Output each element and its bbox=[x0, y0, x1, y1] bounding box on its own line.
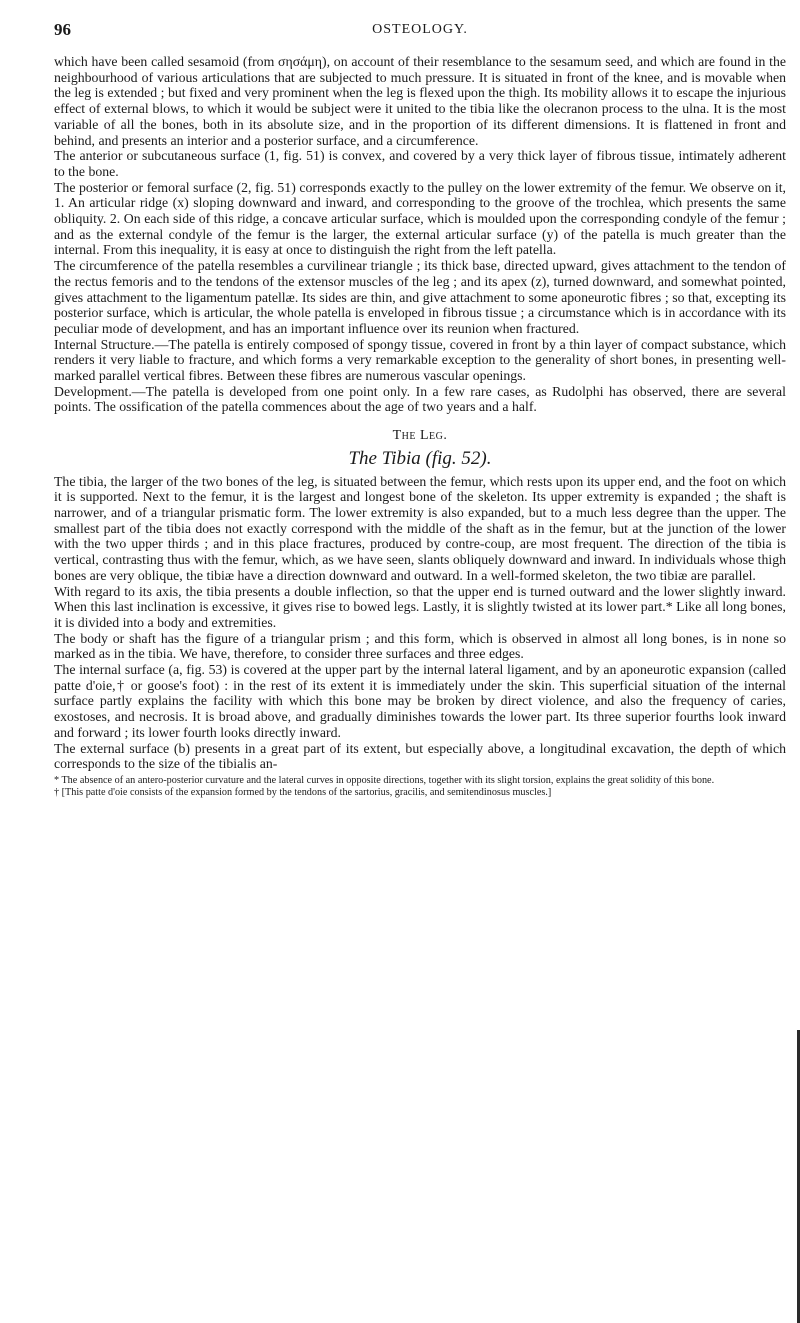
paragraph-internal-surface: The internal surface (a, fig. 53) is covered at the upper part by the internal lateral ligament, and by an aponeurotic expansion (called patte d'oie,† or goose's foot) : in the rest of its extent it is immediately under the skin. This superficial situation of the internal surface partly explains the facility with which this bone may be broken by direct violence, and also the frequency of caries, exostoses, and necrosis. It is broad above, and gradually diminishes towards the lower part. Its three superior fourths look inward and forward ; its lower fourth looks directly inward. bbox=[54, 662, 786, 740]
paragraph-external-surface: The external surface (b) presents in a great part of its extent, but especially above, a longitudinal excavation, the depth of which corresponds to the size of the tibialis an- bbox=[54, 740, 786, 772]
paragraph-tibia-axis: With regard to its axis, the tibia presents a double inflection, so that the upper end is turned outward and the lower slightly inward. When this last inclination is excessive, it gives rise to bowed legs. Lastly, it is slightly twisted at its lower part.* Like all long bones, it is divided into a body and extremities. bbox=[54, 583, 786, 630]
paragraph-tibia-body: The body or shaft has the figure of a triangular prism ; and this form, which is observed in almost all long bones, is in none so marked as in the tibia. We have, therefore, to consider three surfaces and three edges. bbox=[54, 630, 786, 662]
paragraph-posterior-surface: The posterior or femoral surface (2, fig. 51) corresponds exactly to the pulley on the lower extremity of the femur. We observe on it, 1. An articular ridge (x) sloping downward and inward, and corresponding to the groove of the trochlea, which presents the same obliquity. 2. On each side of this ridge, a concave articular surface, which is moulded upon the corresponding condyle of the femur ; and as the external condyle of the femur is the larger, the external articular surface (y) of the patella is much greater than the internal. From this inequality, it is easy at once to distinguish the right from the left patella. bbox=[54, 179, 786, 258]
footnote-2: † [This patte d'oie consists of the expansion formed by the tendons of the sartorius, gracilis, and semitendinosus muscles.] bbox=[54, 786, 552, 798]
section-title: The Leg. bbox=[392, 428, 448, 444]
book-page bbox=[54, 20, 786, 799]
running-head bbox=[54, 20, 786, 50]
paragraph-sesamoid: which have been called sesamoid (from σησάμη), on account of their resemblance to the sesamum seed, and which are found in the neighbourhood of various articulations that are subjected to much pressure. It is situated in front of the knee, and is movable when the leg is extended ; but fixed and very prominent when the leg is flexed upon the thigh. Its mobility allows it to escape the injurious effect of external blows, to which it would be subject were it united to the tibia like the olecranon process to the ulna. It is the most variable of all the bones, both in its absolute size, and in the proportion of its different dimensions. It is flattened in front and behind, and presents an interior and a posterior surface, and a circumference. bbox=[54, 54, 786, 148]
footnotes bbox=[54, 775, 786, 799]
paragraph-circumference: The circumference of the patella resembles a curvilinear triangle ; its thick base, directed upward, gives attachment to the tendon of the rectus femoris and to the tendons of the extensor muscles of the leg ; and its apex (z), turned downward, and somewhat pointed, gives attachment to the ligamentum patellæ. Its sides are thin, and give attachment to some aponeurotic fibres ; so that, excepting its posterior surface, which is articular, the whole patella is enveloped in fibrous tissue ; a circumstance which is in accordance with its peculiar mode of development, and has an important influence over its reunion when fractured. bbox=[54, 258, 786, 336]
subsection-title: The Tibia (fig. 52). bbox=[348, 447, 492, 469]
paragraph-development: Development.—The patella is developed from one point only. In a few rare cases, as Rudolphi has observed, there are several points. The ossification of the patella commences about the age of two years and a half. bbox=[54, 383, 786, 415]
paragraph-tibia-intro: The tibia, the larger of the two bones of the leg, is situated between the femur, which rests upon its upper end, and the foot on which it is supported. Next to the femur, it is the largest and longest bone of the skeleton. Its upper extremity is expanded ; the shaft is narrower, and of a triangular prismatic form. The lower extremity is also expanded, but to a much less degree than the upper. The smallest part of the tibia does not exactly correspond with the middle of the shaft as in the femur, but at the junction of the lower with the two upper thirds ; and in this place fractures, produced by contre-coup, are most frequent. The direction of the tibia is vertical, contrasting thus with the femur, which, as we have seen, slants obliquely downward and inward. In individuals whose thigh bones are very oblique, the tibiæ have a direction downward and outward. In a well-formed skeleton, the two tibiæ are parallel. bbox=[54, 473, 786, 583]
page-number: 96 bbox=[54, 20, 71, 39]
paragraph-anterior-surface: The anterior or subcutaneous surface (1, fig. 51) is convex, and covered by a very thick layer of fibrous tissue, intimately adherent to the bone. bbox=[54, 148, 786, 179]
paragraph-internal-structure: Internal Structure.—The patella is entirely composed of spongy tissue, covered in front by a thin layer of compact substance, which renders it very liable to fracture, and which forms a very remarkable exception to the generality of short bones, in presenting well-marked parallel vertical fibres. Between these fibres are numerous vascular openings. bbox=[54, 336, 786, 384]
footnote-1: * The absence of an antero-posterior curvature and the lateral curves in opposite directions, together with its slight torsion, explains the great solidity of this bone. bbox=[54, 774, 715, 786]
body-text bbox=[54, 54, 786, 772]
running-title: OSTEOLOGY. bbox=[372, 22, 468, 37]
